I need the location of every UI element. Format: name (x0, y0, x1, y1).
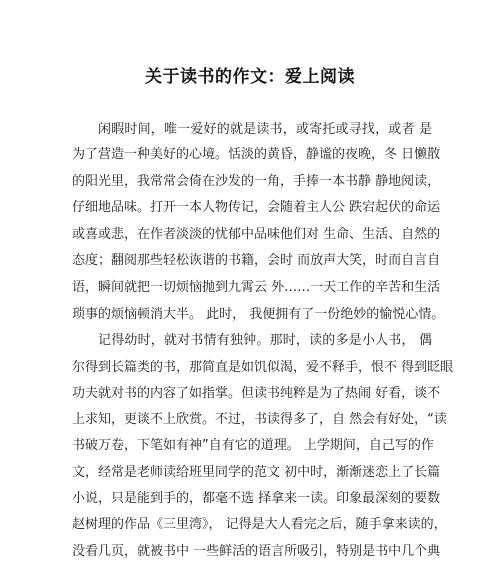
paragraph-1-line-5: 或喜或悲，在作者淡淡的忧郁中品味他们对 生命、生活、自然的 (72, 227, 441, 242)
paragraph-1-line-2: 为了营造一种美好的心境。恬淡的黄昏，静谧的夜晚，冬 日懒散 (72, 147, 441, 162)
paragraph-2-line-5: 书破万卷，下笔如有神”自有它的道理。 上学期间，自己写的作 (72, 438, 434, 453)
paragraph-2-line-8: 赵树理的作品《三里湾》， 记得是大人看完之后，随手拿来读的， (72, 517, 447, 532)
paragraph-1-line-1: 闲暇时间，唯一爱好的就是读书，或寄托或寻找，或者 是 (98, 122, 432, 137)
paragraph-1-line-4: 仔细地品味。打开一本人物传记，会随着主人公 跌宕起伏的命运 (72, 200, 441, 215)
paragraph-2-line-3: 功夫就对书的内容了如指掌。但读书纯粹是为了热闹 好看，谈不 (72, 386, 441, 401)
paragraph-2-line-7: 小说，只是能到手的，都毫不选 择拿来一读。印象最深刻的要数 (72, 491, 441, 506)
paragraph-1-line-7: 语，瞬间就把一切烦恼抛到九霄云 外……一天工作的辛苦和生活 (72, 280, 441, 295)
paragraph-1-line-6: 态度；翻阅那些轻松诙谐的书籍，会时 而放声大笑，时而自言自 (72, 253, 441, 268)
paragraph-2-line-4: 上求知，更谈不上欣赏。不过，书读得多了，自 然会有好处，“读 (72, 412, 447, 427)
paragraph-1-line-8: 琐事的烦恼顿消大半。 此时， 我便拥有了一份绝妙的愉悦心情。 (72, 307, 445, 322)
paragraph-2-line-1: 记得幼时，就对书情有独钟。那时，读的多是小人书， 偶 (98, 333, 432, 348)
paragraph-1-line-3: 的阳光里，我常常会倚在沙发的一角，手捧一本书静 静地阅读， (72, 174, 441, 189)
document-title: 关于读书的作文：爱上阅读 (145, 67, 355, 87)
paragraph-2-line-9: 没看几页，就被书中 一些鲜活的语言所吸引，特别是书中几个典 (72, 544, 441, 559)
paragraph-2-line-6: 文，经常是老师读给班里同学的范文 初中时，渐渐迷恋上了长篇 (72, 465, 441, 480)
paragraph-2-line-2: 尔得到长篇类的书，那简直是如饥似渴，爱不释手，恨不 得到眨眼 (72, 360, 454, 375)
